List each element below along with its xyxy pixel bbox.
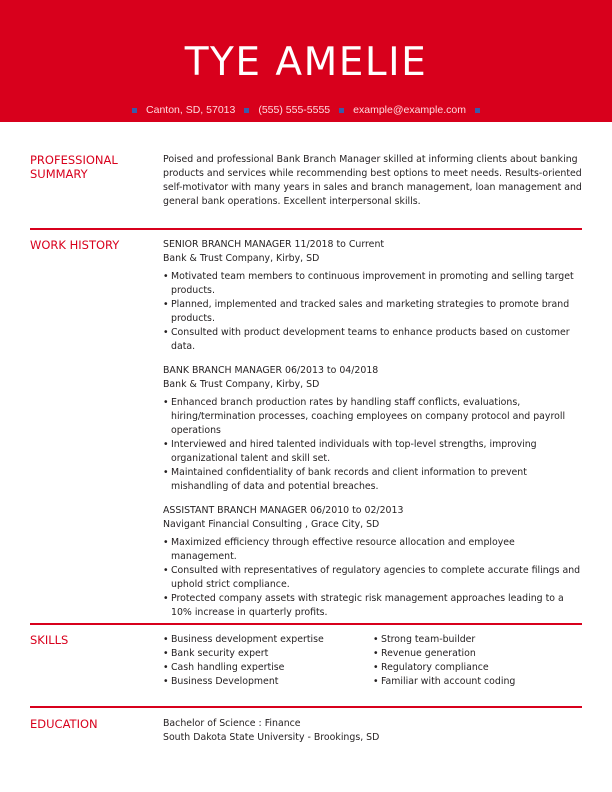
job-bullet: • Planned, implemented and tracked sales and marketing strategies to promote brand products. bbox=[163, 298, 583, 326]
job-bullets bbox=[163, 396, 583, 494]
education-body bbox=[163, 717, 583, 745]
education-school: South Dakota State University - Brookings, SD bbox=[163, 732, 380, 743]
job-entry bbox=[163, 504, 583, 620]
skill-item: • Strong team-builder bbox=[373, 633, 583, 647]
contact-phone: (555) 555-5555 bbox=[258, 104, 331, 116]
skill-item: • Business Development bbox=[163, 675, 373, 689]
job-bullet: • Protected company assets with strategic risk management approaches leading to a 10% increase in quarterly profits. bbox=[163, 592, 583, 620]
section-divider bbox=[30, 228, 582, 230]
contact-location: Canton, SD, 57013 bbox=[146, 104, 236, 116]
summary-text: Poised and professional Bank Branch Manager skilled at informing clients about banking products and services while recommending best options to meet needs. Results-oriented self-motivator with many years in sales and branch management, loan management and general bank operations. Excellent interpersonal skills. bbox=[163, 154, 582, 207]
skill-item: • Familiar with account coding bbox=[373, 675, 583, 689]
job-company: Navigant Financial Consulting , Grace City, SD bbox=[163, 519, 380, 530]
section-divider bbox=[30, 706, 582, 708]
job-bullets bbox=[163, 270, 583, 354]
education-degree: Bachelor of Science : Finance bbox=[163, 718, 301, 729]
skills-columns bbox=[163, 633, 583, 689]
skill-item: • Cash handling expertise bbox=[163, 661, 373, 675]
job-bullet: • Interviewed and hired talented individuals with top-level strengths, improving organizational talent and skill set. bbox=[163, 438, 583, 466]
skills-list-right bbox=[373, 633, 583, 689]
contact-line bbox=[0, 102, 612, 118]
job-entry bbox=[163, 238, 583, 354]
education-heading: EDUCATION bbox=[30, 717, 98, 731]
bullet-square-icon bbox=[339, 108, 344, 113]
work-history-body bbox=[163, 238, 583, 620]
skill-item: • Business development expertise bbox=[163, 633, 373, 647]
job-company: Bank & Trust Company, Kirby, SD bbox=[163, 379, 320, 390]
candidate-name: TYE AMELIE bbox=[184, 40, 428, 85]
skills-body bbox=[163, 633, 583, 689]
contact-email[interactable]: example@example.com bbox=[353, 104, 466, 116]
summary-heading bbox=[30, 153, 150, 181]
job-bullet: • Maintained confidentiality of bank records and client information to prevent mishandling of data and potential breaches. bbox=[163, 466, 583, 494]
job-entry bbox=[163, 364, 583, 494]
job-bullet: • Consulted with representatives of regulatory agencies to complete accurate filings and uphold strict compliance. bbox=[163, 564, 583, 592]
section-divider bbox=[30, 623, 582, 625]
job-title: BANK BRANCH MANAGER 06/2013 to 04/2018 bbox=[163, 365, 379, 376]
bullet-square-icon bbox=[244, 108, 249, 113]
skill-item: • Regulatory compliance bbox=[373, 661, 583, 675]
job-title: SENIOR BRANCH MANAGER 11/2018 to Current bbox=[163, 239, 385, 250]
job-bullet: • Consulted with product development teams to enhance products based on customer data. bbox=[163, 326, 583, 354]
job-bullets bbox=[163, 536, 583, 620]
job-title: ASSISTANT BRANCH MANAGER 06/2010 to 02/2013 bbox=[163, 505, 404, 516]
job-company: Bank & Trust Company, Kirby, SD bbox=[163, 253, 320, 264]
bullet-square-icon bbox=[132, 108, 137, 113]
skills-heading: SKILLS bbox=[30, 633, 69, 647]
skills-list-left bbox=[163, 633, 373, 689]
work-history-heading: WORK HISTORY bbox=[30, 238, 120, 252]
job-bullet: • Maximized efficiency through effective resource allocation and employee management. bbox=[163, 536, 583, 564]
bullet-square-icon bbox=[475, 108, 480, 113]
resume-header bbox=[0, 0, 612, 122]
skill-item: • Bank security expert bbox=[163, 647, 373, 661]
summary-heading-line2: SUMMARY bbox=[30, 167, 88, 181]
skill-item: • Revenue generation bbox=[373, 647, 583, 661]
job-bullet: • Enhanced branch production rates by handling staff conflicts, evaluations, hiring/termination processes, coaching employees on company protocol and payroll operations bbox=[163, 396, 583, 438]
job-bullet: • Motivated team members to continuous improvement in promoting and selling target products. bbox=[163, 270, 583, 298]
summary-heading-line1: PROFESSIONAL bbox=[30, 153, 118, 167]
